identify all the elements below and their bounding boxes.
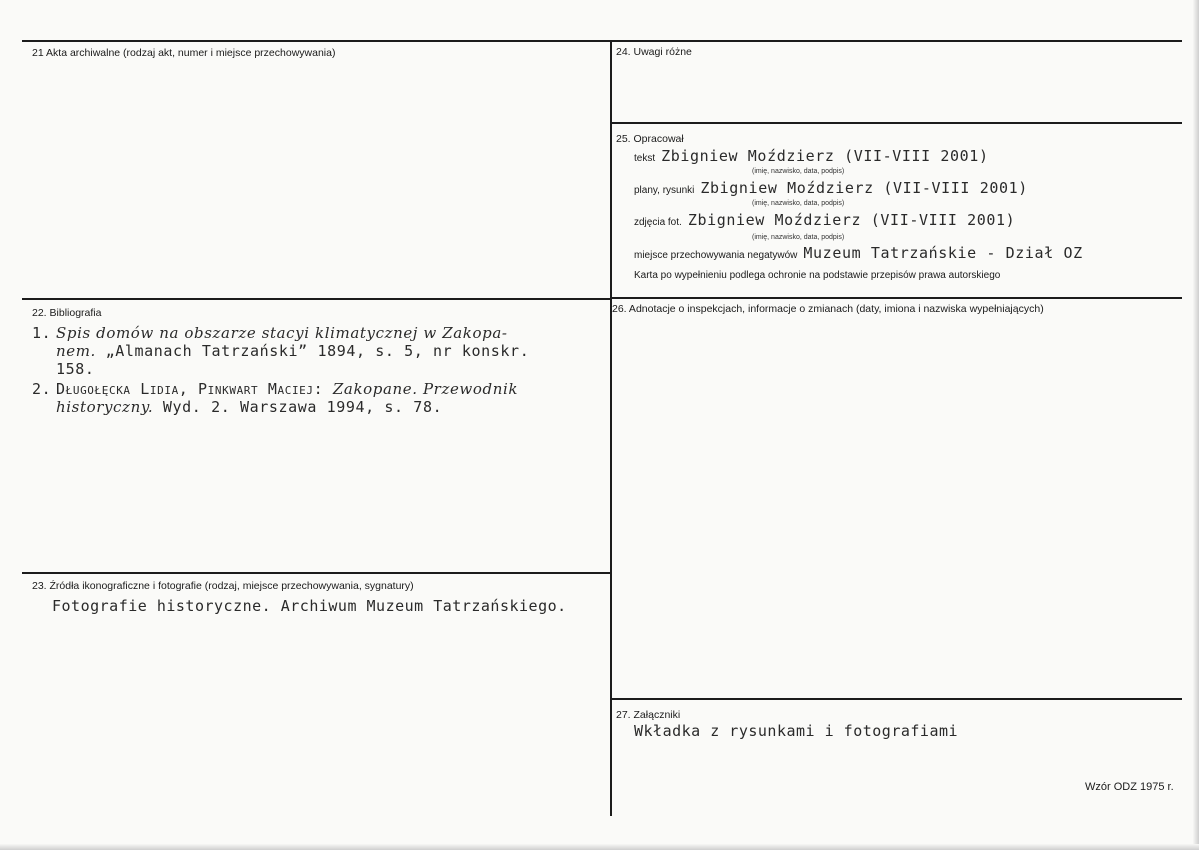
miejsce-row — [634, 244, 1083, 262]
section-23-label: 23. Źródła ikonograficzne i fotografie (rodzaj, miejsce przechowywania, sygnatury) — [32, 580, 414, 592]
scan-edge-bottom — [0, 844, 1199, 850]
section-24-label: 24. Uwagi różne — [616, 46, 692, 58]
bibliography-item — [32, 324, 602, 378]
section-22-label: 22. Bibliografia — [32, 307, 102, 319]
item-number: 2. — [32, 380, 52, 398]
zdjecia-label: zdjęcia fot. — [634, 217, 682, 228]
item-title: Spis domów na obszarze stacyi klimatycznej w Zakopa- — [56, 324, 508, 342]
item-title: Zakopane. Przewodnik — [332, 380, 519, 398]
divider-21-22 — [22, 298, 611, 300]
section-25-label: 25. Opracował — [616, 133, 684, 145]
divider-22-23 — [22, 572, 611, 574]
item-source: „Almanach Tatrzański” 1894, s. 5, nr konskr. — [95, 342, 530, 360]
section-26-label: 26. Adnotacje o inspekcjach, informacje o zmianach (daty, imiona i nazwiska wypełniających) — [612, 303, 1044, 315]
miejsce-value: Muzeum Tatrzańskie - Dział OZ — [803, 244, 1083, 262]
zdjecia-row — [634, 211, 1015, 229]
plany-row — [634, 179, 1028, 197]
item-title-cont: nem. — [56, 342, 96, 360]
plany-hint: (imię, nazwisko, data, podpis) — [752, 200, 845, 207]
item-source-cont: 158. — [56, 360, 95, 378]
zdjecia-hint: (imię, nazwisko, data, podpis) — [752, 234, 845, 241]
divider-26-27 — [610, 698, 1182, 700]
section-27-label: 27. Załączniki — [616, 709, 681, 721]
tekst-label: tekst — [634, 153, 656, 164]
copyright-note: Karta po wypełnieniu podlega ochronie na podstawie przepisów prawa autorskiego — [634, 270, 1001, 281]
section-23-text: Fotografie historyczne. Archiwum Muzeum Tatrzańskiego. — [52, 597, 567, 615]
miejsce-label: miejsce przechowywania negatywów — [634, 250, 798, 261]
section-27-text: Wkładka z rysunkami i fotografiami — [634, 722, 959, 740]
item-authors: Długołęcka Lidia, Pinkwart Maciej: — [56, 380, 324, 398]
form-template-mark: Wzór ODZ 1975 r. — [1085, 781, 1174, 793]
tekst-hint: (imię, nazwisko, data, podpis) — [752, 168, 845, 175]
item-source: Wyd. 2. Warszawa 1994, s. 78. — [153, 398, 443, 416]
top-border-line — [22, 40, 1182, 42]
bibliography-item — [32, 380, 602, 416]
plany-label: plany, rysunki — [634, 185, 695, 196]
item-title-cont: historyczny. — [56, 398, 154, 416]
plany-value: Zbigniew Moździerz (VII-VIII 2001) — [700, 179, 1028, 197]
tekst-row — [634, 147, 989, 165]
center-divider — [610, 40, 612, 816]
item-number: 1. — [32, 324, 52, 342]
tekst-value: Zbigniew Moździerz (VII-VIII 2001) — [661, 147, 989, 165]
scan-edge-right — [1193, 0, 1199, 850]
divider-25-26 — [610, 297, 1182, 299]
divider-24-25 — [610, 122, 1182, 124]
zdjecia-value: Zbigniew Moździerz (VII-VIII 2001) — [687, 211, 1016, 229]
section-21-label: 21 Akta archiwalne (rodzaj akt, numer i miejsce przechowywania) — [32, 47, 336, 59]
bibliography-list — [32, 324, 602, 418]
